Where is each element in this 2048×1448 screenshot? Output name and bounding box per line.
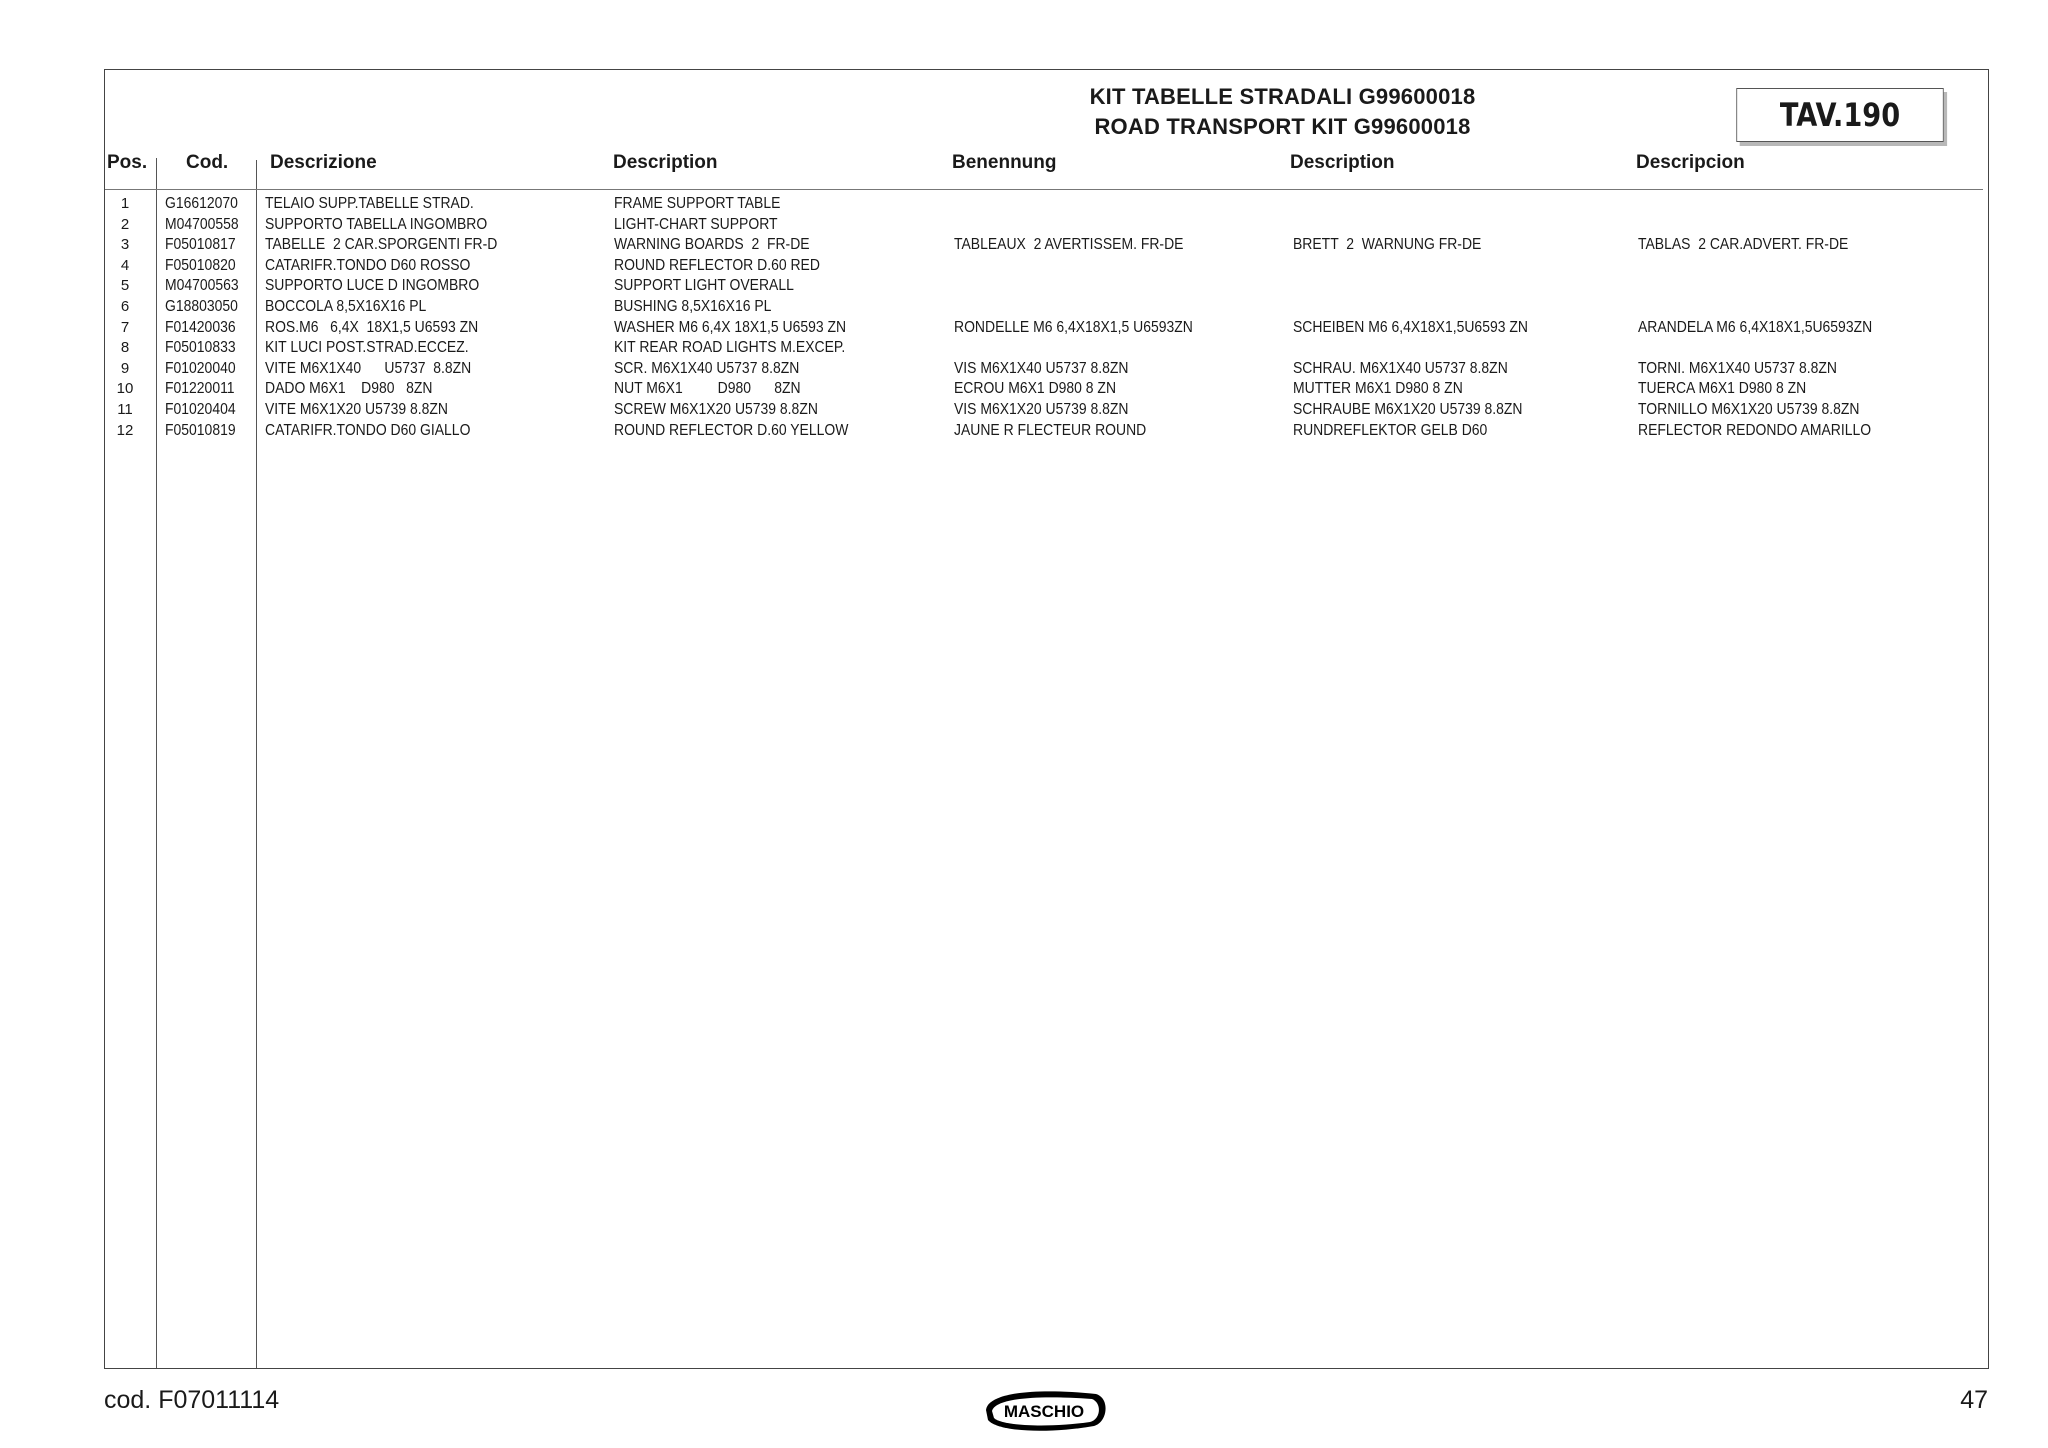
- header-descripcion: Descripcion: [1636, 152, 1745, 173]
- pos-cell: 10: [116, 380, 134, 398]
- table-row: [0, 319, 2048, 339]
- pos-cell: 3: [120, 236, 130, 254]
- descrizione-cell: VITE M6X1X40 U5737 8.8ZN: [265, 359, 472, 377]
- description-fr-cell: SCHRAUBE M6X1X20 U5739 8.8ZN: [1293, 401, 1523, 418]
- code-cell: F05010817: [165, 236, 236, 254]
- code-cell: F01420036: [165, 318, 236, 336]
- descrizione-cell: KIT LUCI POST.STRAD.ECCEZ.: [265, 339, 469, 357]
- benennung-cell: TABLEAUX 2 AVERTISSEM. FR-DE: [954, 236, 1184, 254]
- code-cell: M04700558: [165, 215, 239, 233]
- pos-cell: 2: [120, 215, 130, 233]
- pos-cell: 8: [120, 339, 130, 357]
- tav-label: TAV.190: [1736, 88, 1943, 142]
- table-row: [0, 195, 2048, 215]
- header-descrizione: Descrizione: [270, 152, 377, 173]
- benennung-cell: ECROU M6X1 D980 8 ZN: [954, 380, 1117, 398]
- table-row: [0, 236, 2048, 256]
- pos-cell: 5: [120, 277, 130, 295]
- benennung-cell: RONDELLE M6 6,4X18X1,5 U6593ZN: [954, 318, 1193, 336]
- table-row: [0, 216, 2048, 236]
- benennung-cell: VIS M6X1X40 U5737 8.8ZN: [954, 359, 1129, 377]
- description-en-cell: LIGHT-CHART SUPPORT: [614, 215, 778, 233]
- maschio-logo-text: MASCHIO: [1003, 1402, 1085, 1421]
- table-row: [0, 257, 2048, 277]
- header-description-en: Description: [613, 152, 718, 173]
- descripcion-cell: TABLAS 2 CAR.ADVERT. FR-DE: [1638, 236, 1849, 254]
- descrizione-cell: CATARIFR.TONDO D60 GIALLO: [265, 421, 471, 439]
- description-en-cell: ROUND REFLECTOR D.60 YELLOW: [614, 421, 849, 439]
- descrizione-cell: SUPPORTO LUCE D INGOMBRO: [265, 277, 480, 295]
- description-fr-cell: SCHRAU. M6X1X40 U5737 8.8ZN: [1293, 359, 1508, 377]
- document-title-line1: KIT TABELLE STRADALI G99600018: [1089, 84, 1476, 109]
- table-row: [0, 277, 2048, 297]
- descrizione-cell: SUPPORTO TABELLA INGOMBRO: [265, 215, 488, 233]
- descripcion-cell: REFLECTOR REDONDO AMARILLO: [1638, 421, 1872, 439]
- description-en-cell: FRAME SUPPORT TABLE: [614, 195, 781, 212]
- pos-cell: 11: [117, 401, 133, 418]
- page-number: 47: [1960, 1386, 1988, 1414]
- code-cell: M04700563: [165, 277, 239, 295]
- description-en-cell: SUPPORT LIGHT OVERALL: [614, 277, 794, 295]
- descrizione-cell: DADO M6X1 D980 8ZN: [265, 380, 433, 398]
- benennung-cell: JAUNE R FLECTEUR ROUND: [954, 421, 1147, 439]
- pos-cell: 9: [120, 359, 130, 377]
- code-cell: F05010819: [165, 421, 236, 439]
- table-row: [0, 380, 2048, 400]
- footer-document-code: cod. F07011114: [104, 1386, 280, 1414]
- descripcion-cell: TUERCA M6X1 D980 8 ZN: [1638, 380, 1807, 398]
- description-en-cell: WARNING BOARDS 2 FR-DE: [614, 236, 810, 254]
- descripcion-cell: TORNI. M6X1X40 U5737 8.8ZN: [1638, 359, 1838, 377]
- code-cell: F01020404: [165, 401, 236, 418]
- table-row: [0, 339, 2048, 359]
- table-row: [0, 360, 2048, 380]
- pos-cell: 12: [116, 421, 134, 439]
- description-fr-cell: MUTTER M6X1 D980 8 ZN: [1293, 380, 1463, 398]
- maschio-logo: [978, 1384, 1110, 1434]
- descrizione-cell: VITE M6X1X20 U5739 8.8ZN: [265, 401, 448, 418]
- description-en-cell: WASHER M6 6,4X 18X1,5 U6593 ZN: [614, 318, 847, 336]
- table-row: [0, 422, 2048, 442]
- description-en-cell: NUT M6X1 D980 8ZN: [614, 380, 801, 398]
- description-fr-cell: BRETT 2 WARNUNG FR-DE: [1293, 236, 1482, 254]
- description-fr-cell: SCHEIBEN M6 6,4X18X1,5U6593 ZN: [1293, 318, 1528, 336]
- header-description-fr: Description: [1290, 152, 1395, 173]
- descrizione-cell: BOCCOLA 8,5X16X16 PL: [265, 298, 427, 315]
- code-cell: G16612070: [165, 195, 238, 212]
- header-cod: Cod.: [186, 152, 229, 173]
- code-cell: F01220011: [165, 380, 235, 398]
- table-row: [0, 401, 2048, 421]
- code-cell: F05010833: [165, 339, 236, 357]
- code-cell: F05010820: [165, 256, 236, 274]
- document-title-line2: ROAD TRANSPORT KIT G99600018: [1094, 114, 1471, 139]
- description-en-cell: ROUND REFLECTOR D.60 RED: [614, 256, 820, 274]
- pos-cell: 7: [120, 318, 130, 336]
- code-cell: G18803050: [165, 298, 238, 315]
- table-row: [0, 298, 2048, 318]
- description-en-cell: SCREW M6X1X20 U5739 8.8ZN: [614, 401, 818, 418]
- benennung-cell: VIS M6X1X20 U5739 8.8ZN: [954, 401, 1129, 418]
- description-en-cell: BUSHING 8,5X16X16 PL: [614, 298, 772, 315]
- pos-cell: 6: [120, 298, 130, 315]
- pos-cell: 4: [120, 256, 130, 274]
- pos-cell: 1: [120, 195, 130, 212]
- description-fr-cell: RUNDREFLEKTOR GELB D60: [1293, 421, 1488, 439]
- descrizione-cell: TABELLE 2 CAR.SPORGENTI FR-D: [265, 236, 498, 254]
- description-en-cell: SCR. M6X1X40 U5737 8.8ZN: [614, 359, 800, 377]
- code-cell: F01020040: [165, 359, 236, 377]
- descrizione-cell: CATARIFR.TONDO D60 ROSSO: [265, 256, 471, 274]
- header-underline: [105, 189, 1983, 190]
- descrizione-cell: TELAIO SUPP.TABELLE STRAD.: [265, 195, 474, 212]
- description-en-cell: KIT REAR ROAD LIGHTS M.EXCEP.: [614, 339, 846, 357]
- descrizione-cell: ROS.M6 6,4X 18X1,5 U6593 ZN: [265, 318, 479, 336]
- header-benennung: Benennung: [952, 152, 1057, 173]
- header-pos: Pos.: [107, 152, 148, 173]
- descripcion-cell: TORNILLO M6X1X20 U5739 8.8ZN: [1638, 401, 1860, 418]
- descripcion-cell: ARANDELA M6 6,4X18X1,5U6593ZN: [1638, 318, 1873, 336]
